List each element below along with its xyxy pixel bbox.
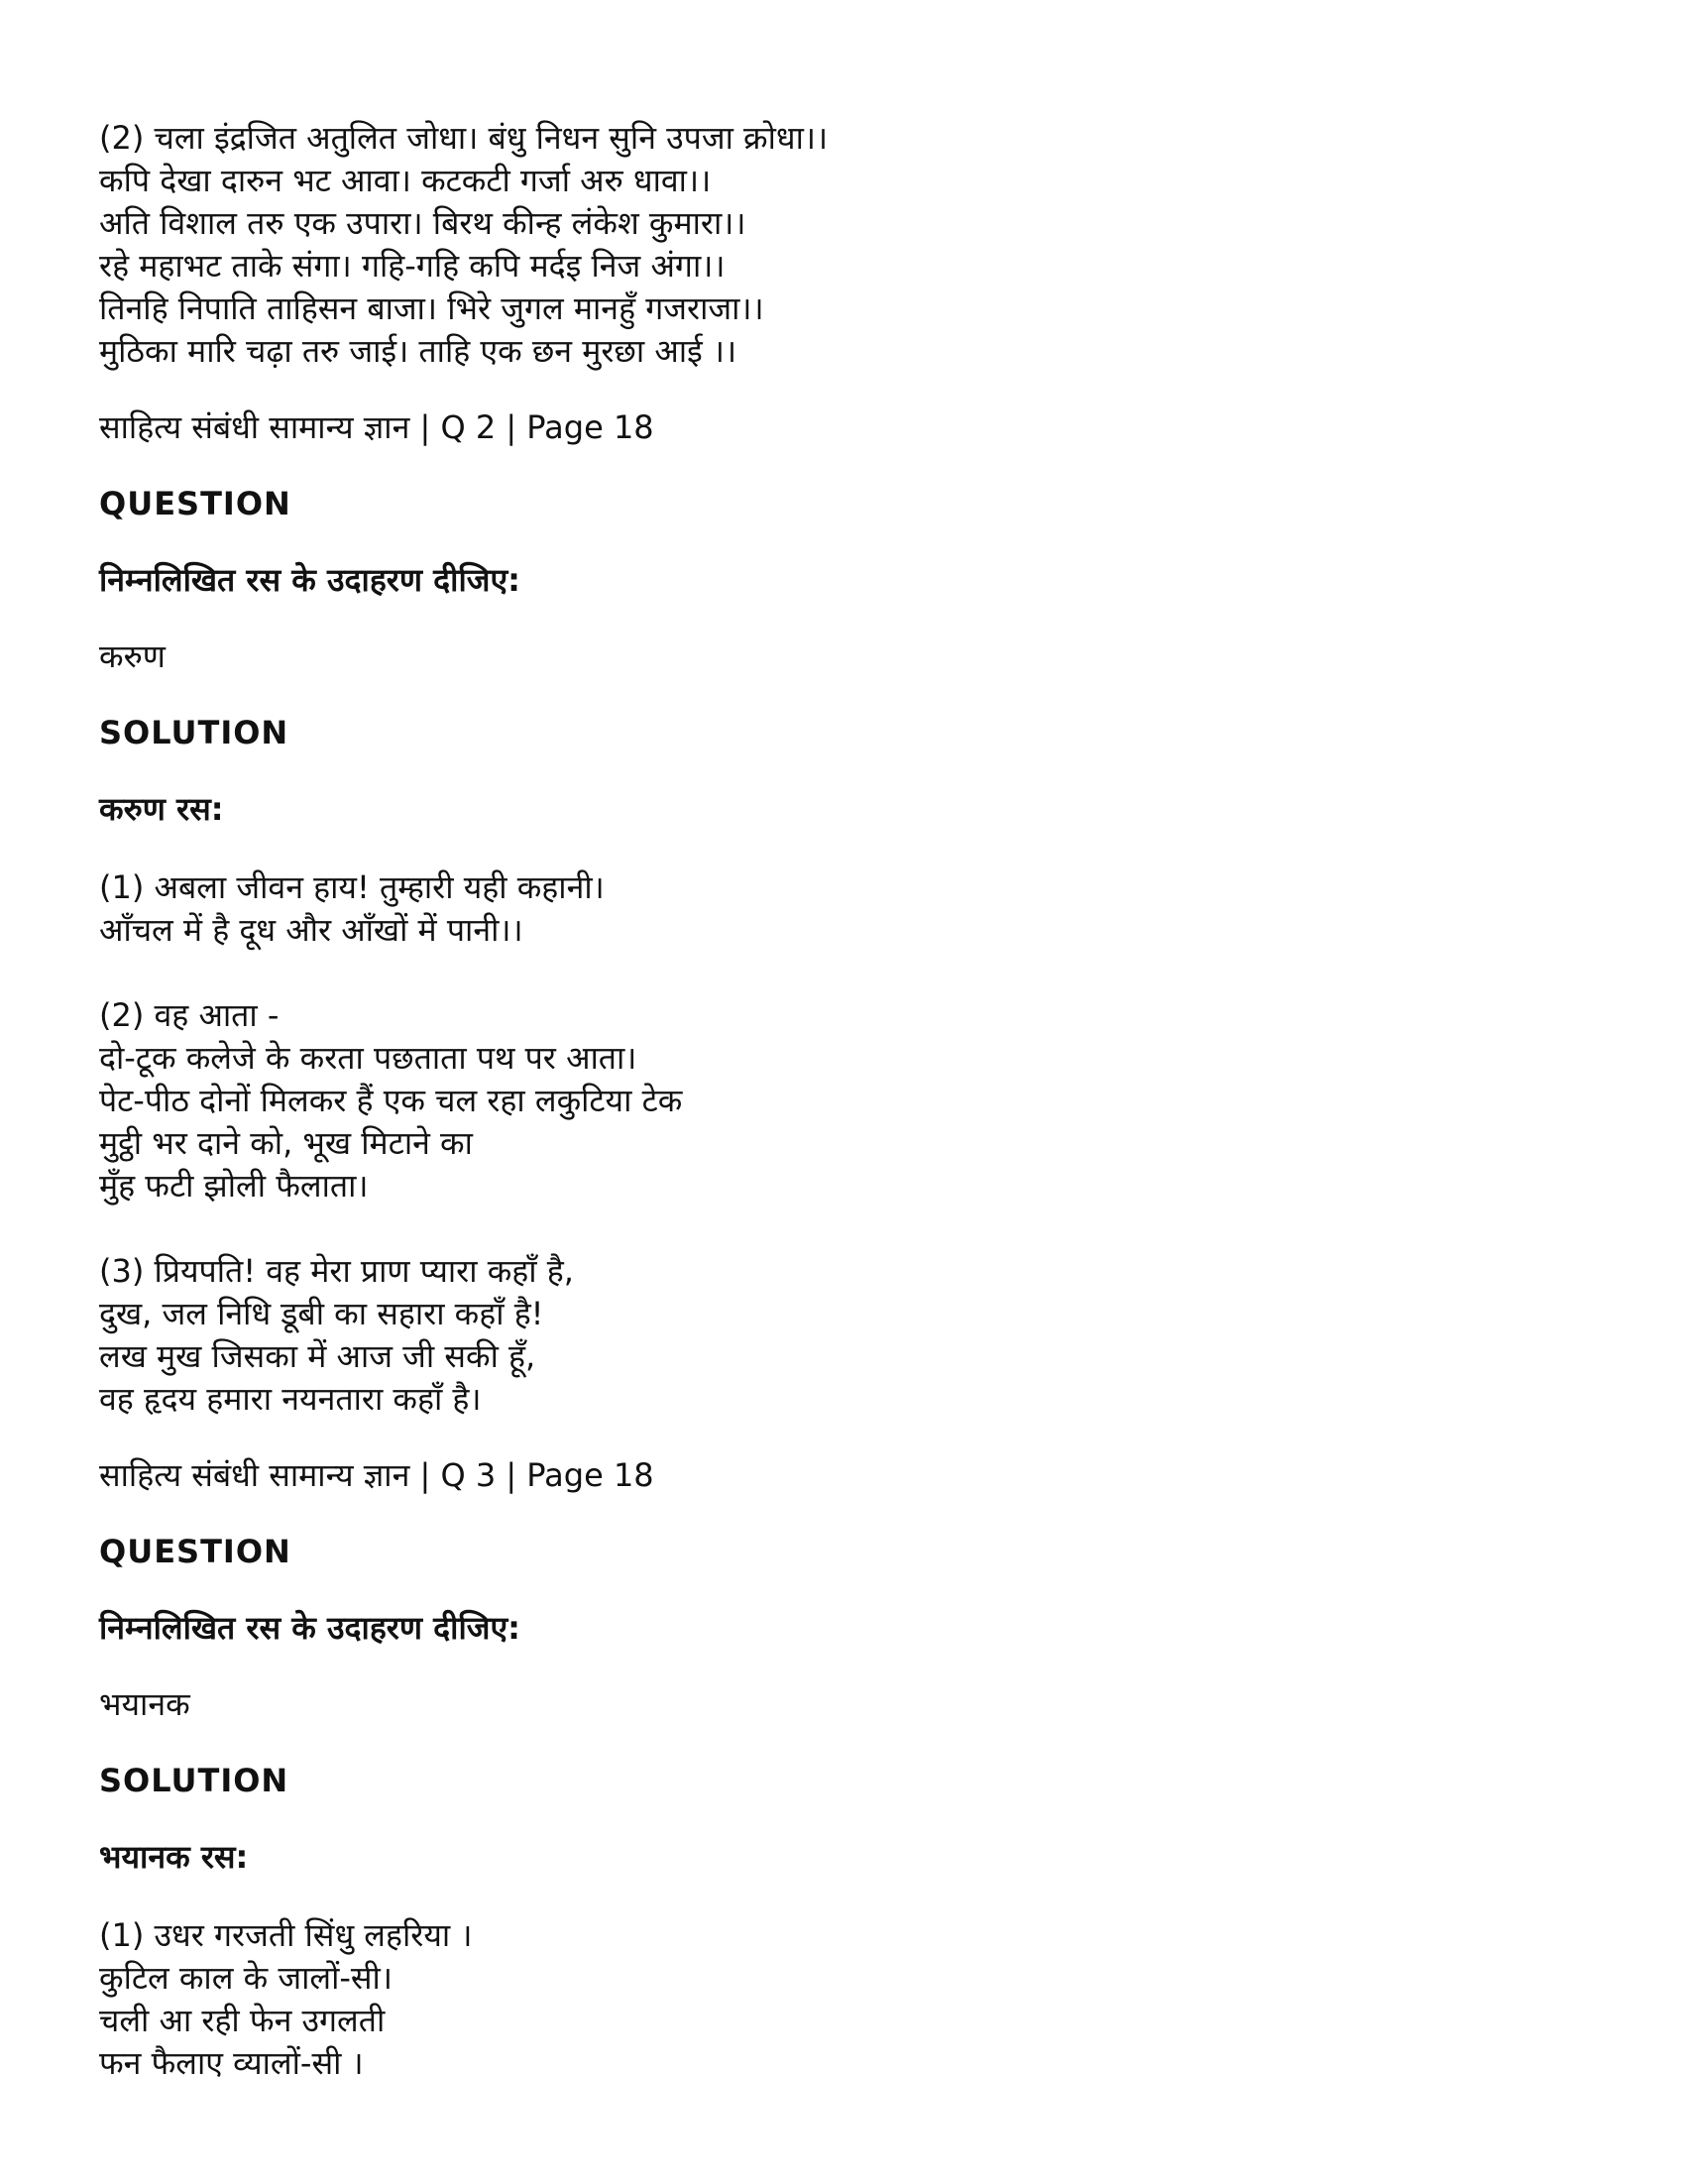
verse-line: (2) चला इंद्रजित अतुलित जोधा। बंधु निधन सुनि उपजा क्रोधा।। [99,119,829,157]
verse-line: (2) वह आता - [99,996,280,1034]
verse-line: दो-टूक कलेजे के करता पछताता पथ पर आता। [99,1039,637,1077]
solution-heading: करुण रस: [99,790,224,828]
example-stanza-2 [99,994,1606,1207]
verse-line: मुट्ठी भर दाने को, भूख मिटाने का [99,1124,473,1162]
question-item: करुण [99,637,166,675]
question-text: निम्नलिखित रस के उदाहरण दीजिए: [99,1609,520,1647]
verse-line: चली आ रही फेन उगलती [99,2002,386,2039]
example-stanza-1 [99,1914,1606,2085]
question-text: निम्नलिखित रस के उदाहरण दीजिए: [99,561,520,599]
verse-line: लख मुख जिसका में आज जी सकी हूँ, [99,1337,536,1375]
question-label: QUESTION [99,485,291,522]
verse-line: कपि देखा दारुन भट आवा। कटकटी गर्जा अरु धावा।। [99,162,712,199]
verse-line: (3) प्रियपति! वह मेरा प्राण प्यारा कहाँ है, [99,1252,574,1290]
question-reference: साहित्य संबंधी सामान्य ज्ञान | Q 3 | Page 18 [99,1456,654,1494]
question-item: भयानक [99,1685,190,1723]
verse-line: मुठिका मारि चढ़ा तरु जाई। ताहि एक छन मुरछा आई ।। [99,332,737,370]
verse-line: तिनहि निपाति ताहिसन बाजा। भिरे जुगल मानहुँ गजराजा।। [99,289,764,327]
solution-label: SOLUTION [99,1762,289,1799]
document-page [99,117,1606,2085]
continued-stanza [99,117,1606,373]
verse-line: रहे महाभट ताके संगा। गहि-गहि कपि मर्दइ निज अंगा।। [99,247,726,285]
verse-line: फन फैलाए व्यालों-सी । [99,2044,364,2082]
question-reference: साहित्य संबंधी सामान्य ज्ञान | Q 2 | Page 18 [99,408,654,446]
verse-line: अति विशाल तरु एक उपारा। बिरथ कीन्ह लंकेश कुमारा।। [99,204,746,242]
verse-line: (1) उधर गरजती सिंधु लहरिया । [99,1916,473,1954]
example-stanza-3 [99,1250,1606,1421]
verse-line: दुख, जल निधि डूबी का सहारा कहाँ है! [99,1295,544,1332]
example-stanza-1 [99,866,1606,952]
verse-line: कुटिल काल के जालों-सी। [99,1959,393,1997]
verse-line: (1) अबला जीवन हाय! तुम्हारी यही कहानी। [99,868,605,906]
solution-label: SOLUTION [99,714,289,751]
verse-line: वह हृदय हमारा नयनतारा कहाँ है। [99,1380,482,1418]
solution-heading: भयानक रस: [99,1838,249,1876]
question-label: QUESTION [99,1533,291,1570]
verse-line: मुँह फटी झोली फैलाता। [99,1167,369,1205]
verse-line: पेट-पीठ दोनों मिलकर हैं एक चल रहा लकुटिया टेक [99,1082,683,1119]
verse-line: आँचल में है दूध और आँखों में पानी।। [99,911,523,949]
